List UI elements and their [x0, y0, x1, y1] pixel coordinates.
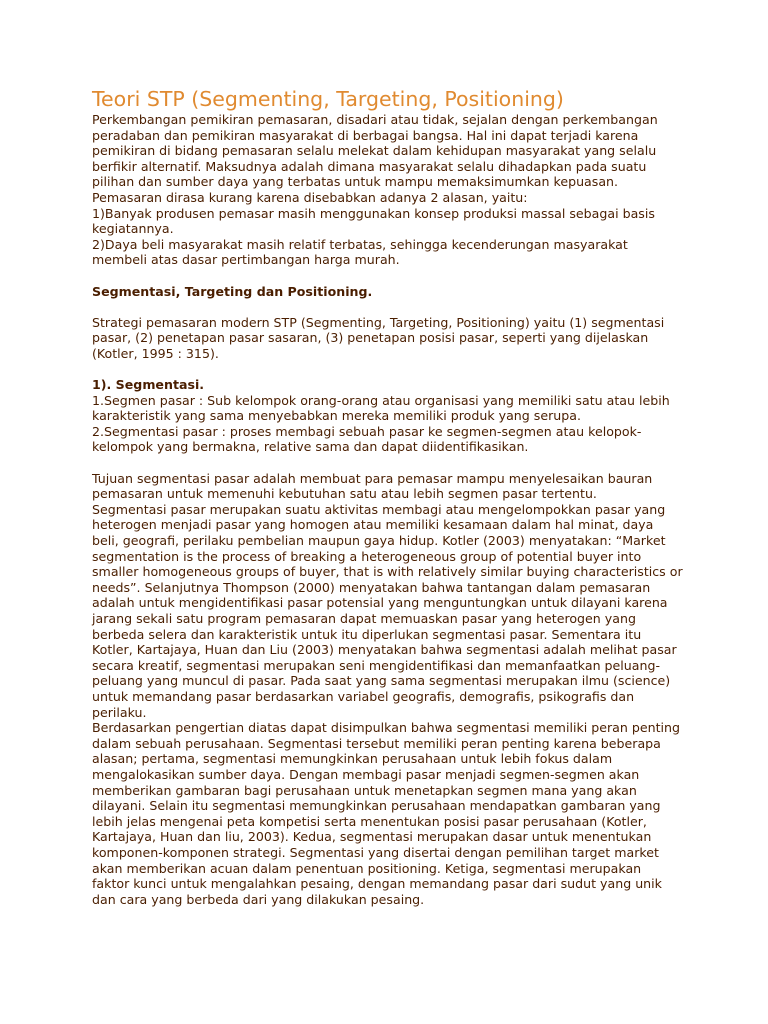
- spacer: [92, 268, 684, 284]
- document-page: [92, 86, 684, 907]
- section-heading: Segmentasi, Targeting dan Positioning.: [92, 283, 373, 299]
- intro-paragraph: Perkembangan pemikiran pemasaran, disadari atau tidak, sejalan dengan perkembangan peradaban dan pemikiran masyarakat di berbagai bangsa. Hal ini dapat terjadi karena pemikiran di bidang pemasaran selalu melekat dalam kehidupan masyarakat yang selalu berfikir alternatif. Maksudnya adalah dimana masyarakat selalu dihadapkan pada suatu pilihan dan sumber daya yang terbatas untuk mampu memaksimumkan kepuasan. Pemasaran dirasa kurang karena disebabkan adanya 2 alasan, yaitu: 1)Banyak produsen pemasar masih menggunakan konsep produksi massal sebagai basis kegiatannya. 2)Daya beli masyarakat masih relatif terbatas, sehingga kecenderungan masyarakat membeli atas dasar pertimbangan harga murah.: [92, 112, 658, 268]
- spacer: [92, 455, 684, 471]
- spacer: [92, 362, 684, 378]
- document-title: Teori STP (Segmenting, Targeting, Positioning): [92, 87, 564, 111]
- body-paragraph: Tujuan segmentasi pasar adalah membuat para pemasar mampu menyelesaikan bauran pemasaran untuk memenuhi kebutuhan satu atau lebih segmen pasar tertentu. Segmentasi pasar merupakan suatu aktivitas membagi atau mengelompokkan pasar yang heterogen menjadi pasar yang homogen atau memiliki kesamaan dalam hal minat, daya beli, geografi, perilaku pembelian maupun gaya hidup. Kotler (2003) menyatakan: “Market segmentation is the process of breaking a heterogeneous group of potential buyer into smaller homogeneous groups of buyer, that is with relatively similar buying characteristics or needs”. Selanjutnya Thompson (2000) menyatakan bahwa tantangan dalam pemasaran adalah untuk mengidentifikasi pasar potensial yang menguntungkan untuk dilayani karena jarang sekali satu program pemasaran dapat memuaskan pasar yang heterogen yang berbeda selera dan karakteristik untuk itu diperlukan segmentasi pasar. Sementara itu Kotler, Kartajaya, Huan dan Liu (2003) menyatakan bahwa segmentasi adalah melihat pasar secara kreatif, segmentasi merupakan seni mengidentifikasi dan memanfaatkan peluang- peluang yang muncul di pasar. Pada saat yang sama segmentasi merupakan ilmu (science) untuk memandang pasar berdasarkan variabel geografis, demografis, psikografis dan perilaku. Berdasarkan pengertian diatas dapat disimpulkan bahwa segmentasi memiliki peran penting dalam sebuah perusahaan. Segmentasi tersebut memiliki peran penting karena beberapa alasan; pertama, segmentasi memungkinkan perusahaan untuk lebih fokus dalam mengalokasikan sumber daya. Dengan membagi pasar menjadi segmen-segmen akan memberikan gambaran bagi perusahaan untuk menetapkan segmen mana yang akan dilayani. Selain itu segmentasi memungkinkan perusahaan mendapatkan gambaran yang lebih jelas mengenai peta kompetisi serta menentukan posisi pasar perusahaan (Kotler, Kartajaya, Huan dan liu, 2003). Kedua, segmentasi merupakan dasar untuk menentukan komponen-komponen strategi. Segmentasi yang disertai dengan pemilihan target market akan memberikan acuan dalam penentuan positioning. Ketiga, segmentasi merupakan faktor kunci untuk mengalahkan pesaing, dengan memandang pasar dari sudut yang unik dan cara yang berbeda dari yang dilakukan pesaing.: [92, 470, 683, 907]
- segmentasi-subheading: 1). Segmentasi.: [92, 377, 205, 393]
- definitions-paragraph: 1.Segmen pasar : Sub kelompok orang-orang atau organisasi yang memiliki satu atau lebih karakteristik yang sama menyebabkan mereka memiliki produk yang serupa. 2.Segmentasi pasar : proses membagi sebuah pasar ke segmen-segmen atau kelopok- kelompok yang bermakna, relative sama dan dapat diidentifikasikan.: [92, 392, 670, 455]
- strategy-paragraph: Strategi pemasaran modern STP (Segmenting, Targeting, Positioning) yaitu (1) segmentasi pasar, (2) penetapan pasar sasaran, (3) penetapan posisi pasar, seperti yang dijelaskan (Kotler, 1995 : 315).: [92, 314, 665, 361]
- spacer: [92, 299, 684, 315]
